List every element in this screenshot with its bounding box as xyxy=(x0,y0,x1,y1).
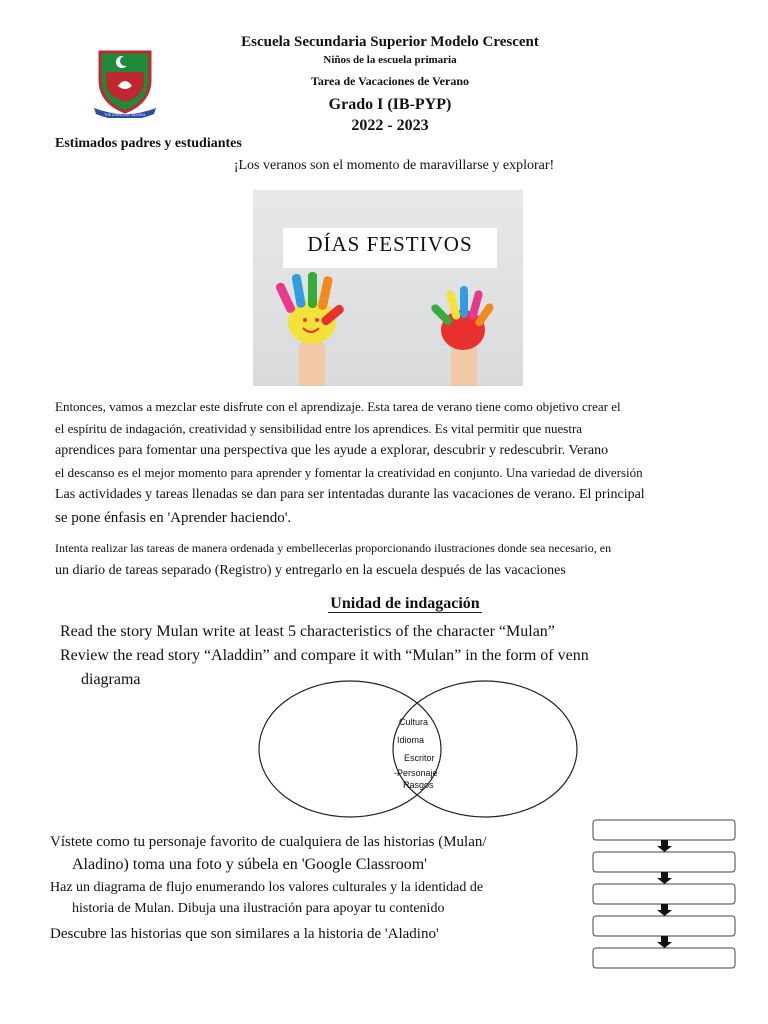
grade-label: Grado I (IB-PYP) xyxy=(328,96,452,113)
flow-arrow-1 xyxy=(661,840,668,846)
flow-arrow-2 xyxy=(661,872,668,878)
painted-hands-illustration xyxy=(253,190,523,386)
flow-box-3 xyxy=(593,884,735,904)
task-flow-diagram-cont: historia de Mulan. Dibuja una ilustración para apoyar tu contenido xyxy=(72,901,445,916)
instructions-line-1: Intenta realizar las tareas de manera ordenada y embellecerlas proporcionando ilustraciones donde sea necesario, en xyxy=(55,541,612,555)
flow-box-5 xyxy=(593,948,735,968)
school-section: Niños de la escuela primaria xyxy=(323,54,457,66)
unit-heading: Unidad de indagación xyxy=(330,595,480,612)
venn-label-escritor: Escritor xyxy=(404,753,435,763)
task-mulan-characteristics: Read the story Mulan write at least 5 characteristics of the character “Mulan” xyxy=(60,623,555,640)
flow-arrow-3 xyxy=(661,904,668,910)
crest-motto: THE CRESCENT SCHOOL xyxy=(104,113,146,117)
intro-line-6: se pone énfasis en 'Aprender haciendo'. xyxy=(55,510,292,526)
task-costume-photo: Vístete como tu personaje favorito de cualquiera de las historias (Mulan/ xyxy=(50,834,487,850)
academic-year: 2022 - 2023 xyxy=(351,117,429,134)
motto: ¡Los veranos son el momento de maravillarse y explorar! xyxy=(233,158,555,173)
intro-line-3: aprendices para fomentar una perspectiva que les ayude a explorar, descubrir y redescubrir. Verano xyxy=(55,443,609,458)
assignment-title: Tarea de Vacaciones de Verano xyxy=(310,74,469,88)
image-banner-text: DÍAS FESTIVOS xyxy=(307,232,473,256)
greeting: Estimados padres y estudiantes xyxy=(55,136,242,151)
instructions-line-2: un diario de tareas separado (Registro) y entregarlo en la escuela después de las vacaciones xyxy=(55,563,566,578)
venn-diagram xyxy=(255,676,585,822)
venn-label-personaje: -Personaje xyxy=(394,768,438,778)
task-venn-compare: Review the read story “Aladdin” and compare it with “Mulan” in the form of venn xyxy=(60,647,589,664)
flow-diagram xyxy=(590,818,740,978)
flow-box-4 xyxy=(593,916,735,936)
holiday-image xyxy=(253,190,523,386)
venn-circle-left xyxy=(259,681,441,817)
intro-line-2: el espíritu de indagación, creatividad y sensibilidad entre los aprendices. Es vital permitir que nuestra xyxy=(55,421,583,436)
school-name: Escuela Secundaria Superior Modelo Crescent xyxy=(241,34,539,50)
venn-label-rasgos: Rasgos xyxy=(403,780,434,790)
flow-box-2 xyxy=(593,852,735,872)
venn-circle-right xyxy=(393,681,577,817)
intro-line-1: Entonces, vamos a mezclar este disfrute con el aprendizaje. Esta tarea de verano tiene como objetivo crear el xyxy=(55,399,621,414)
task-similar-stories: Descubre las historias que son similares a la historia de 'Aladino' xyxy=(50,926,439,942)
flow-arrow-4 xyxy=(661,936,668,942)
task-venn-compare-cont: diagrama xyxy=(81,671,141,688)
intro-line-5: Las actividades y tareas llenadas se dan para ser intentadas durante las vacaciones de verano. El principal xyxy=(55,487,645,502)
task-costume-photo-cont: Aladino) toma una foto y súbela en 'Google Classroom' xyxy=(72,856,428,873)
venn-label-cultura: Cultura xyxy=(399,717,429,727)
flow-box-1 xyxy=(593,820,735,840)
task-flow-diagram: Haz un diagrama de flujo enumerando los valores culturales y la identidad de xyxy=(50,880,484,895)
intro-line-4: el descanso es el mejor momento para aprender y fomentar la creatividad en conjunto. Una variedad de diversión xyxy=(55,465,643,480)
venn-label-idioma: Idioma xyxy=(397,735,425,745)
